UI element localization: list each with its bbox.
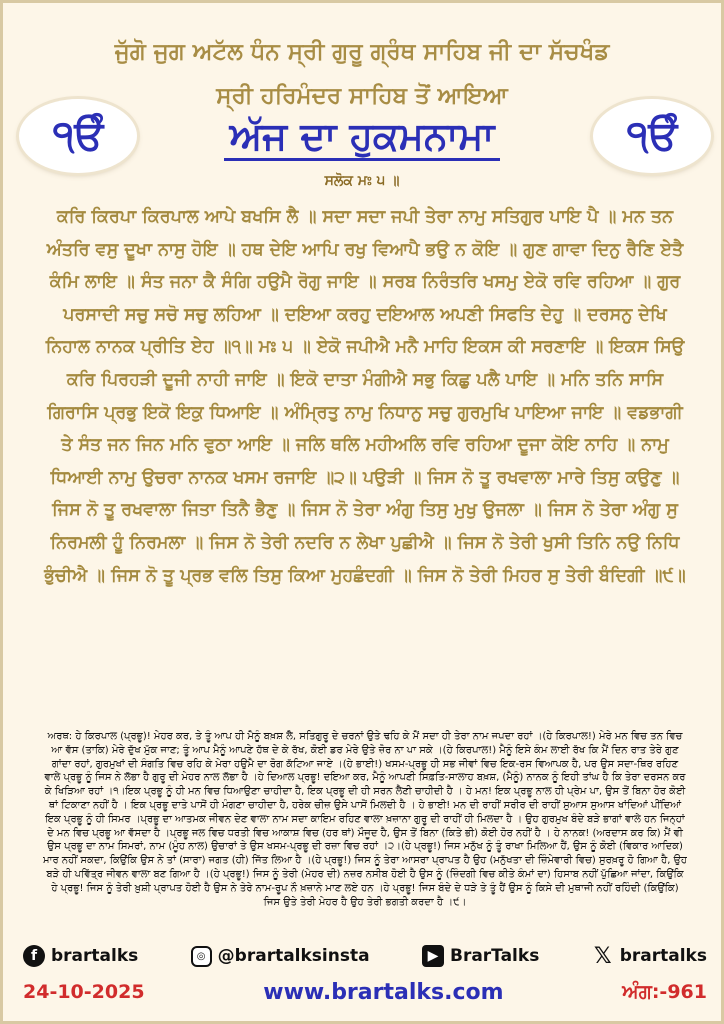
ik-onkar-right-text: ੧ੳੰ <box>626 113 678 159</box>
meaning-text: ਅਰਥ: ਹੇ ਕਿਰਪਾਲ (ਪ੍ਰਭੂ)! ਮੇਹਰ ਕਰ, ਤੇ ਤੂੰ ਆਪ ਹੀ ਮੈਨੂੰ ਬਖ਼ਸ਼ ਲੈ, ਸਤਿਗੁਰੂ ਦੇ ਚਰਨਾਂ ਉਤੇ ਢਹਿ ਕੇ ਮੈਂ ਸਦਾ ਹੀ ਤੇਰਾ ਨਾਮ ਜਪਦਾ ਰਹਾਂ ।(ਹੇ ਕਿਰਪਾਲ!) ਮੇਰੇ ਮਨ ਵਿਚ ਤਨ ਵਿਚ ਆ ਵੱਸ (ਤਾਕਿ) ਮੇਰੇ ਦੁੱਖ ਮੁੱਕ ਜਾਣ; ਤੂੰ ਆਪ ਮੈਨੂੰ ਆਪਣੇ ਹੱਥ ਦੇ ਕੇ ਰੱਖ, ਕੋਈ ਡਰ ਮੇਰੇ ਉਤੇ ਜ਼ੋਰ ਨਾ ਪਾ ਸਕੇ ।(ਹੇ ਕਿਰਪਾਲ!) ਮੈਨੂੰ ਇਸੇ ਕੰਮ ਲਾਈ ਰੱਖ ਕਿ ਮੈਂ ਦਿਨ ਰਾਤ ਤੇਰੇ ਗੁਣ ਗਾਂਦਾ ਰਹਾਂ, ਗੁਰਮੁਖਾਂ ਦੀ ਸੰਗਤਿ ਵਿਚ ਰਹਿ ਕੇ ਮੇਰਾ ਹਉਮੈ ਦਾ ਰੋਗ ਕੱਟਿਆ ਜਾਏ ।(ਹੇ ਭਾਈ!) ਖਸਮ-ਪ੍ਰਭੂ ਹੀ ਸਭ ਜੀਵਾਂ ਵਿਚ ਇਕ-ਰਸ ਵਿਆਪਕ ਹੈ, ਪਰ ਉਸ ਸਦਾ-ਥਿਰ ਰਹਿਣ ਵਾਲੇ ਪ੍ਰਭੂ ਨੂੰ ਜਿਸ ਨੇ ਲੱਭਾ ਹੈ ਗੁਰੂ ਦੀ ਮੇਹਰ ਨਾਲ ਲੱਭਾ ਹੈ ।ਹੇ ਦਿਆਲ ਪ੍ਰਭੂ! ਦਇਆ ਕਰ, ਮੈਨੂੰ ਆਪਣੀ ਸਿਫ਼ਤਿ-ਸਾਲਾਹ ਬਖ਼ਸ਼, (ਮੈਨੂੰ) ਨਾਨਕ ਨੂੰ ਇਹੀ ਤਾਂਘ ਹੈ ਕਿ ਤੇਰਾ ਦਰਸਨ ਕਰ ਕੇ ਖਿੜਿਆ ਰਹਾਂ ।੧।ਇਕ ਪ੍ਰਭੂ ਨੂੰ ਹੀ ਮਨ ਵਿਚ ਧਿਆਉਣਾ ਚਾਹੀਦਾ ਹੈ, ਇਕ ਪ੍ਰਭੂ ਦੀ ਹੀ ਸਰਨ ਲੈਣੀ ਚਾਹੀਦੀ ਹੈ । ਹੇ ਮਨ! ਇਕ ਪ੍ਰਭੂ ਨਾਲ ਹੀ ਪ੍ਰੇਮ ਪਾ, ਉਸ ਤੋਂ ਬਿਨਾ ਹੋਰ ਕੋਈ ਥਾਂ ਟਿਕਾਣਾ ਨਹੀਂ ਹੈ । ਇਕ ਪ੍ਰਭੂ ਦਾਤੇ ਪਾਸੋਂ ਹੀ ਮੰਗਣਾ ਚਾਹੀਦਾ ਹੈ, ਹਰੇਕ ਚੀਜ਼ ਉਸੇ ਪਾਸੋਂ ਮਿਲਦੀ ਹੈ । ਹੇ ਭਾਈ! ਮਨ ਦੀ ਰਾਹੀਂ ਸਰੀਰ ਦੀ ਰਾਹੀਂ ਸੁਆਸ ਸੁਆਸ ਖਾਂਦਿਆਂ ਪੀਂਦਿਆਂ ਇਕ ਪ੍ਰਭੂ ਨੂੰ ਹੀ ਸਿਮਰ ।ਪ੍ਰਭੂ ਦਾ ਆਤਮਕ ਜੀਵਨ ਦੇਣ ਵਾਲਾ ਨਾਮ ਸਦਾ ਕਾਇਮ ਰਹਿਣ ਵਾਲਾ ਖ਼ਜ਼ਾਨਾ ਗੁਰੂ ਦੀ ਰਾਹੀਂ ਹੀ ਮਿਲਦਾ ਹੈ । ਉਹ ਗੁਰਮੁਖ ਬੰਦੇ ਬੜੇ ਭਾਗਾਂ ਵਾਲੇ ਹਨ ਜਿਨ੍ਹਾਂ ਦੇ ਮਨ ਵਿਚ ਪ੍ਰਭੂ ਆ ਵੱਸਦਾ ਹੈ ।ਪ੍ਰਭੂ ਜਲ ਵਿਚ ਧਰਤੀ ਵਿਚ ਆਕਾਸ਼ ਵਿਚ (ਹਰ ਥਾਂ) ਮੌਜੂਦ ਹੈ, ਉਸ ਤੋਂ ਬਿਨਾ (ਕਿਤੇ ਭੀ) ਕੋਈ ਹੋਰ ਨਹੀਂ ਹੈ । ਹੇ ਨਾਨਕ! (ਅਰਦਾਸ ਕਰ ਕਿ) ਮੈਂ ਵੀ ਉਸ ਪ੍ਰਭੂ ਦਾ ਨਾਮ ਸਿਮਰਾਂ, ਨਾਮ (ਮੂੰਹ ਨਾਲ) ਉਚਾਰਾਂ ਤੇ ਉਸ ਖਸਮ-ਪ੍ਰਭੂ ਦੀ ਰਜ਼ਾ ਵਿਚ ਰਹਾਂ ।੨।(ਹੇ ਪ੍ਰਭੂ!) ਜਿਸ ਮਨੁੱਖ ਨੂੰ ਤੂੰ ਰਾਖਾ ਮਿਲਿਆ ਹੈਂ, ਉਸ ਨੂੰ ਕੋਈ (ਵਿਕਾਰ ਆਦਿਕ) ਮਾਰ ਨਹੀਂ ਸਕਦਾ, ਕਿਉਂਕਿ ਉਸ ਨੇ ਤਾਂ (ਸਾਰਾ) ਜਗਤ (ਹੀ) ਜਿੱਤ ਲਿਆ ਹੈ ।(ਹੇ ਪ੍ਰਭੂ!) ਜਿਸ ਨੂੰ ਤੇਰਾ ਆਸਰਾ ਪ੍ਰਾਪਤ ਹੈ ਉਹ (ਮਨੁੱਖਤਾ ਦੀ ਜ਼ਿੰਮੇਵਾਰੀ ਵਿਚ) ਸੁਰਖ਼ਰੂ ਹੋ ਗਿਆ ਹੈ, ਉਹ ਬੜੇ ਹੀ ਪਵਿੱਤ੍ਰ ਜੀਵਨ ਵਾਲਾ ਬਣ ਗਿਆ ਹੈ ।(ਹੇ ਪ੍ਰਭੂ!) ਜਿਸ ਨੂੰ ਤੇਰੀ (ਮੇਹਰ ਦੀ) ਨਜ਼ਰ ਨਸੀਬ ਹੋਈ ਹੈ ਉਸ ਨੂੰ (ਜ਼ਿੰਦਗੀ ਵਿਚ ਕੀਤੇ ਕੰਮਾਂ ਦਾ) ਹਿਸਾਬ ਨਹੀਂ ਪੁੱਛਿਆ ਜਾਂਦਾ, ਕਿਉਂਕਿ ਹੇ ਪ੍ਰਭੂ! ਜਿਸ ਨੂੰ ਤੇਰੀ ਖ਼ੁਸ਼ੀ ਪ੍ਰਾਪਤ ਹੋਈ ਹੈ ਉਸ ਨੇ ਤੇਰੇ ਨਾਮ-ਰੂਪ ਨੌ ਖ਼ਜ਼ਾਨੇ ਮਾਣ ਲਏ ਹਨ ।ਹੇ ਪ੍ਰਭੂ! ਜਿਸ ਬੰਦੇ ਦੇ ਧੜੇ ਤੇ ਤੂੰ ਹੈਂ ਉਸ ਨੂੰ ਕਿਸੇ ਦੀ ਮੁਥਾਜੀ ਨਹੀਂ ਰਹਿੰਦੀ (ਕਿਉਂਕਿ) ਜਿਸ ਉਤੇ ਤੇਰੀ ਮੇਹਰ ਹੈ ਉਹ ਤੇਰੀ ਭਗਤੀ ਕਰਦਾ ਹੈ ।੯। <box>43 731 687 908</box>
ang-label: ਅੰਗ:-961 <box>622 981 707 1003</box>
social-instagram[interactable] <box>191 946 370 967</box>
social-x[interactable] <box>592 945 707 967</box>
ik-onkar-left-text: ੧ੳੰ <box>52 113 104 159</box>
social-web[interactable] <box>422 945 539 967</box>
hukamnama-text: ਕਰਿ ਕਿਰਪਾ ਕਿਰਪਾਲ ਆਪੇ ਬਖਸਿ ਲੈ ॥ ਸਦਾ ਸਦਾ ਜਪੀ ਤੇਰਾ ਨਾਮੁ ਸਤਿਗੁਰ ਪਾਇ ਪੈ ॥ ਮਨ ਤਨ ਅੰਤਰਿ ਵਸੁ ਦੂਖਾ ਨਾਸੁ ਹੋਇ ॥ ਹਥ ਦੇਇ ਆਪਿ ਰਖੁ ਵਿਆਪੈ ਭਉ ਨ ਕੋਇ ॥ ਗੁਣ ਗਾਵਾ ਦਿਨੁ ਰੈਣਿ ਏਤੈ ਕੰਮਿ ਲਾਇ ॥ ਸੰਤ ਜਨਾ ਕੈ ਸੰਗਿ ਹਉਮੈ ਰੋਗੁ ਜਾਇ ॥ ਸਰਬ ਨਿਰੰਤਰਿ ਖਸਮੁ ਏਕੋ ਰਵਿ ਰਹਿਆ ॥ ਗੁਰ ਪਰਸਾਦੀ ਸਚੁ ਸਚੋ ਸਚੁ ਲਹਿਆ ॥ ਦਇਆ ਕਰਹੁ ਦਇਆਲ ਅਪਣੀ ਸਿਫਤਿ ਦੇਹੁ ॥ ਦਰਸਨੁ ਦੇਖਿ ਨਿਹਾਲ ਨਾਨਕ ਪ੍ਰੀਤਿ ਏਹ ॥੧॥ ਮਃ ੫ ॥ ਏਕੋ ਜਪੀਐ ਮਨੈ ਮਾਹਿ ਇਕਸ ਕੀ ਸਰਣਾਇ ॥ ਇਕਸ ਸਿਉ ਕਰਿ ਪਿਰਹੜੀ ਦੂਜੀ ਨਾਹੀ ਜਾਇ ॥ ਇਕੋ ਦਾਤਾ ਮੰਗੀਐ ਸਭੁ ਕਿਛੁ ਪਲੈ ਪਾਇ ॥ ਮਨਿ ਤਨਿ ਸਾਸਿ ਗਿਰਾਸਿ ਪ੍ਰਭੁ ਇਕੋ ਇਕੁ ਧਿਆਇ ॥ ਅੰਮ੍ਰਿਤੁ ਨਾਮੁ ਨਿਧਾਨੁ ਸਚੁ ਗੁਰਮੁਖਿ ਪਾਇਆ ਜਾਇ ॥ ਵਡਭਾਗੀ ਤੇ ਸੰਤ ਜਨ ਜਿਨ ਮਨਿ ਵੁਠਾ ਆਇ ॥ ਜਲਿ ਥਲਿ ਮਹੀਅਲਿ ਰਵਿ ਰਹਿਆ ਦੂਜਾ ਕੋਇ ਨਾਹਿ ॥ ਨਾਮੁ ਧਿਆਈ ਨਾਮੁ ਉਚਰਾ ਨਾਨਕ ਖਸਮ ਰਜਾਇ ॥੨॥ ਪਉੜੀ ॥ ਜਿਸ ਨੋ ਤੂ ਰਖਵਾਲਾ ਮਾਰੇ ਤਿਸੁ ਕਉਣੁ ॥ ਜਿਸ ਨੋ ਤੂ ਰਖਵਾਲਾ ਜਿਤਾ ਤਿਨੈ ਭੈਣੁ ॥ ਜਿਸ ਨੋ ਤੇਰਾ ਅੰਗੁ ਤਿਸੁ ਮੁਖੁ ਉਜਲਾ ॥ ਜਿਸ ਨੋ ਤੇਰਾ ਅੰਗੁ ਸੁ ਨਿਰਮਲੀ ਹੂੰ ਨਿਰਮਲਾ ॥ ਜਿਸ ਨੋ ਤੇਰੀ ਨਦਰਿ ਨ ਲੇਖਾ ਪੁਛੀਐ ॥ ਜਿਸ ਨੋ ਤੇਰੀ ਖੁਸੀ ਤਿਨਿ ਨਉ ਨਿਧਿ ਭੁੰਚੀਐ ॥ ਜਿਸ ਨੋ ਤੂ ਪ੍ਰਭ ਵਲਿ ਤਿਸੁ ਕਿਆ ਮੁਹਛੰਦਗੀ ॥ ਜਿਸ ਨੋ ਤੇਰੀ ਮਿਹਰ ਸੁ ਤੇਰੀ ਬੰਦਿਗੀ ॥੯॥ <box>44 207 686 586</box>
website-link[interactable]: www.brartalks.com <box>263 979 504 1005</box>
date-label: 24-10-2025 <box>23 981 145 1003</box>
social-facebook[interactable] <box>23 945 138 967</box>
footer <box>23 977 707 1007</box>
x-icon: 𝕏 <box>593 943 612 969</box>
web-icon: ▶ <box>422 945 444 967</box>
web-handle: BrarTalks <box>449 946 540 966</box>
instagram-handle: @brartalksinsta <box>217 946 370 966</box>
facebook-icon: f <box>23 945 45 967</box>
x-handle: brartalks <box>619 946 707 966</box>
header-line-2: ਸ੍ਰੀ ਹਰਿਮੰਦਰ ਸਾਹਿਬ ਤੋਂ ਆਇਆ <box>216 83 508 109</box>
instagram-icon: ◎ <box>191 946 212 967</box>
facebook-handle: brartalks <box>51 946 139 966</box>
shalok-heading: ਸਲੋਕ ਮਃ ੫ ॥ <box>324 173 400 189</box>
page-title <box>3 113 721 159</box>
page-title-text: ਅੱਜ ਦਾ ਹੁਕਮਨਾਮਾ <box>224 114 501 161</box>
header-line-1: ਜੁੱਗੋ ਜੁਗ ਅਟੱਲ ਧੰਨ ਸ੍ਰੀ ਗੁਰੂ ਗ੍ਰੰਥ ਸਾਹਿਬ ਜੀ ਦਾ ਸੱਚਖੰਡ <box>114 39 610 65</box>
social-links <box>23 942 707 970</box>
